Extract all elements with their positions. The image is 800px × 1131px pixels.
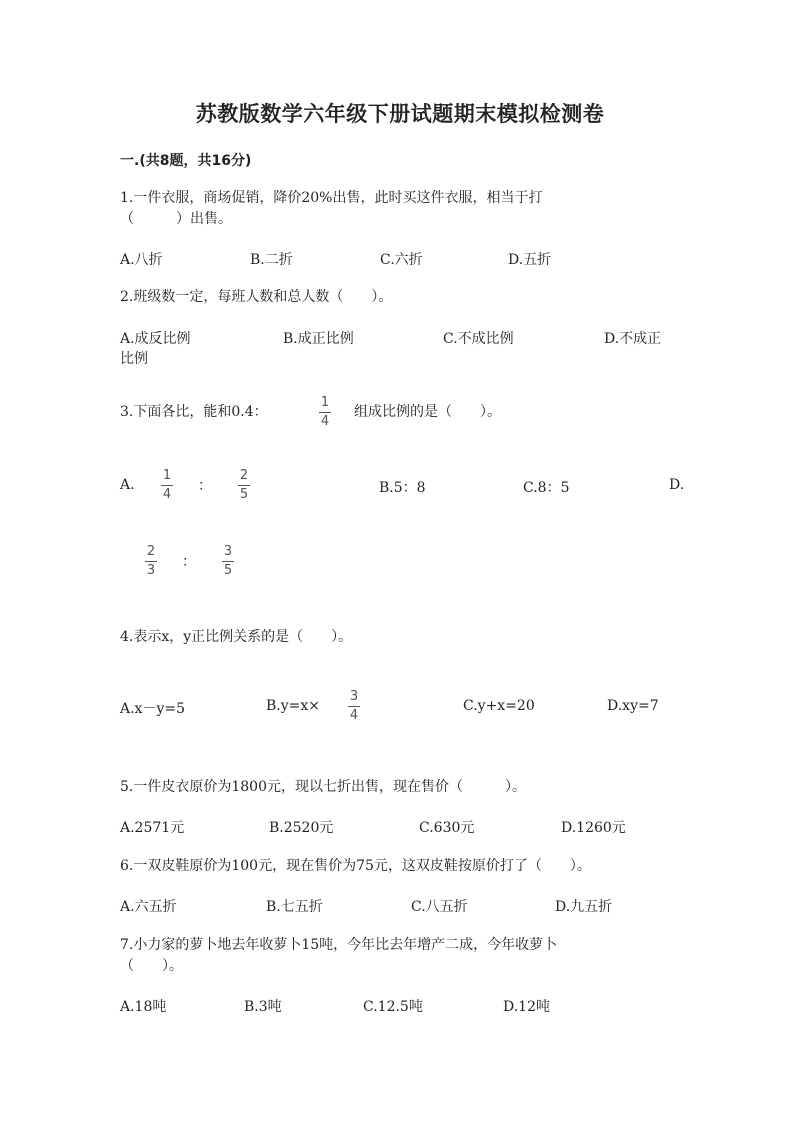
fraction-bar <box>161 485 173 486</box>
question-4-option-d: D.xy=7 <box>607 698 659 714</box>
fraction-denominator: 4 <box>320 414 330 429</box>
question-1-option-b: B.二折 <box>250 252 293 268</box>
fraction-bar <box>222 561 234 562</box>
question-2-option-b: B.成正比例 <box>283 331 354 347</box>
question-4-option-b: B.y=x× <box>266 698 321 714</box>
question-7-text: 7.小力家的萝卜地去年收萝卜15吨，今年比去年增产二成，今年收萝卜 <box>120 937 558 953</box>
question-3-text-cont: 组成比例的是（ ）。 <box>354 404 501 420</box>
question-5-option-a: A.2571元 <box>120 820 185 836</box>
fraction-numerator: 3 <box>349 689 359 704</box>
question-1-option-d: D.五折 <box>508 252 552 268</box>
question-4-text: 4.表示x，y正比例关系的是（ ）。 <box>120 629 353 645</box>
fraction-denominator: 5 <box>223 563 233 578</box>
question-4-option-c: C.y+x=20 <box>463 698 535 714</box>
question-5-text: 5.一件皮衣原价为1800元，现以七折出售，现在售价（ ）。 <box>120 779 526 795</box>
question-1-option-a: A.八折 <box>120 252 163 268</box>
question-2-text: 2.班级数一定，每班人数和总人数（ ）。 <box>120 289 393 305</box>
question-4-option-a: A.x－y=5 <box>120 701 186 717</box>
question-5-option-b: B.2520元 <box>269 820 334 836</box>
fraction-bar <box>238 485 250 486</box>
question-6-option-d: D.九五折 <box>555 899 613 915</box>
question-2-option-d-cont: 比例 <box>120 351 148 367</box>
question-3-option-a-fraction-1 <box>159 468 175 503</box>
fraction-bar <box>145 561 157 562</box>
question-5-option-c: C.630元 <box>419 820 475 836</box>
question-7-option-b: B.3吨 <box>244 999 282 1015</box>
question-1-text: 1.一件衣服，商场促销，降价20%出售，此时买这件衣服，相当于打 <box>120 190 543 206</box>
question-1-option-c: C.六折 <box>380 252 423 268</box>
question-5-option-d: D.1260元 <box>561 820 626 836</box>
question-3-text: 3.下面各比，能和0.4： <box>120 404 268 420</box>
fraction-numerator: 2 <box>146 544 156 559</box>
fraction-numerator: 2 <box>239 468 249 483</box>
question-6-option-a: A.六五折 <box>120 899 177 915</box>
question-3-option-a-fraction-2 <box>236 468 252 503</box>
question-2-option-a: A.成反比例 <box>120 331 191 347</box>
section-heading: 一.(共8题，共16分) <box>120 153 252 169</box>
question-3-option-d-label: D. <box>669 477 685 493</box>
question-7-text-cont: （ ）。 <box>120 958 183 974</box>
fraction-denominator: 4 <box>349 708 359 723</box>
question-6-option-c: C.八五折 <box>411 899 468 915</box>
question-6-option-b: B.七五折 <box>266 899 323 915</box>
question-3-option-b: B.5：8 <box>379 480 426 496</box>
question-1-text-cont: （ ）出售。 <box>120 211 232 227</box>
page-title: 苏教版数学六年级下册试题期末模拟检测卷 <box>195 102 605 126</box>
ratio-colon: ： <box>182 554 196 570</box>
question-7-option-a: A.18吨 <box>120 999 167 1015</box>
fraction-denominator: 3 <box>146 563 156 578</box>
question-3-option-d-fraction-1 <box>143 544 159 579</box>
fraction-bar <box>319 412 331 413</box>
fraction-denominator: 5 <box>239 487 249 502</box>
question-6-text: 6.一双皮鞋原价为100元，现在售价为75元，这双皮鞋按原价打了（ ）。 <box>120 858 591 874</box>
question-3-fraction <box>317 395 333 430</box>
ratio-colon: ： <box>198 478 212 494</box>
question-2-option-c: C.不成比例 <box>443 331 514 347</box>
fraction-numerator: 1 <box>162 468 172 483</box>
question-4-option-b-fraction <box>346 689 362 724</box>
question-7-option-d: D.12吨 <box>503 999 550 1015</box>
fraction-numerator: 1 <box>320 395 330 410</box>
fraction-denominator: 4 <box>162 487 172 502</box>
fraction-numerator: 3 <box>223 544 233 559</box>
question-2-option-d: D.不成正 <box>604 331 662 347</box>
question-3-option-a-label: A. <box>120 477 135 493</box>
question-3-option-c: C.8：5 <box>523 480 570 496</box>
question-3-option-d-fraction-2 <box>220 544 236 579</box>
fraction-bar <box>348 706 360 707</box>
question-7-option-c: C.12.5吨 <box>363 999 423 1015</box>
